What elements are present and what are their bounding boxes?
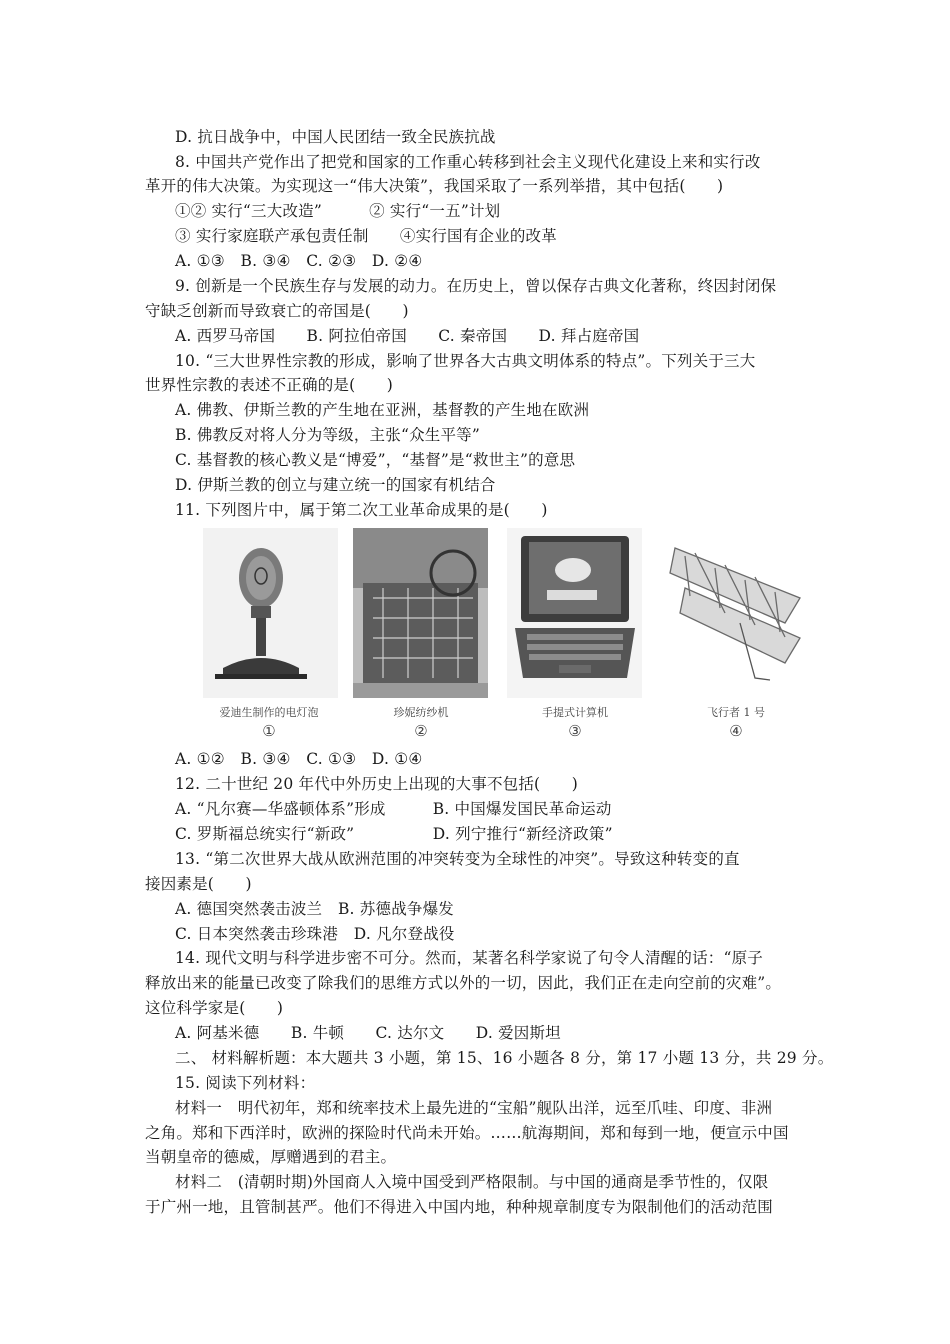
photo-number: ④: [729, 722, 743, 740]
question-10: 10. “三大世界性宗教的形成，影响了世界各大古典文明体系的特点”。下列关于三大: [175, 352, 756, 370]
text-line: 释放出来的能量已改变了除我们的思维方式以外的一切，因此，我们正在走向空前的灾难”。: [145, 974, 782, 992]
answer-options: A. ①② B. ③④ C. ①③ D. ①④: [175, 750, 423, 768]
material-text: 材料二 (清朝时期)外国商人入境中国受到严格限制。与中国的通商是季节性的，仅限: [175, 1173, 769, 1191]
photo-caption: 爱迪生制作的电灯泡: [219, 706, 319, 719]
answer-option: B. 佛教反对将人分为等级，主张“众生平等”: [175, 426, 480, 444]
laptop-icon: [507, 528, 642, 698]
question-14: 14. 现代文明与科学进步密不可分。然而，某著名科学家说了句令人清醒的话：“原子: [175, 949, 764, 967]
question-12: 12. 二十世纪 20 年代中外历史上出现的大事不包括( ): [175, 775, 578, 793]
answer-option: A. 德国突然袭击波兰 B. 苏德战争爆发: [175, 900, 454, 918]
answer-options: A. 西罗马帝国 B. 阿拉伯帝国 C. 秦帝国 D. 拜占庭帝国: [175, 327, 640, 345]
answer-option: D. 伊斯兰教的创立与建立统一的国家有机结合: [175, 476, 496, 494]
question-13: 13. “第二次世界大战从欧洲范围的冲突转变为全球性的冲突”。导致这种转变的直: [175, 850, 740, 868]
photo-laptop: [507, 528, 642, 698]
material-text: 材料一 明代初年，郑和统率技术上最先进的“宝船”舰队出洋，远至爪哇、印度、非洲: [175, 1099, 773, 1117]
spinning-jenny-icon: [353, 528, 488, 698]
answer-option: C. 罗斯福总统实行“新政” D. 列宁推行“新经济政策”: [175, 825, 613, 843]
photo-airplane: [665, 528, 810, 698]
photo-number: ③: [568, 722, 582, 740]
text-line: 革开的伟大决策。为实现这一“伟大决策”，我国采取了一系列举措，其中包括( ): [145, 177, 724, 195]
answer-option: C. 日本突然袭击珍珠港 D. 凡尔登战役: [175, 925, 455, 943]
question-8: 8. 中国共产党作出了把党和国家的工作重心转移到社会主义现代化建设上来和实行改: [175, 153, 761, 171]
answer-option: A. 佛教、伊斯兰教的产生地在亚洲，基督教的产生地在欧洲: [175, 401, 590, 419]
material-text: 之角。郑和下西洋时，欧洲的探险时代尚未开始。……航海期间，郑和每到一地，便宣示中国: [145, 1124, 789, 1142]
text-line: 接因素是( ): [145, 875, 252, 893]
photo-lightbulb: [203, 528, 338, 698]
answer-options: A. 阿基米德 B. 牛顿 C. 达尔文 D. 爱因斯坦: [175, 1024, 561, 1042]
lightbulb-icon: [203, 528, 338, 698]
material-text: 当朝皇帝的德威，厚赠遇到的君主。: [145, 1148, 397, 1166]
section-heading: 二、 材料解析题：本大题共 3 小题，第 15、16 小题各 8 分，第 17 小题 13 分，共 29 分。: [175, 1049, 834, 1067]
photo-number: ②: [414, 722, 428, 740]
text-line: D. 抗日战争中，中国人民团结一致全民族抗战: [175, 128, 496, 146]
photo-strip: [195, 528, 815, 748]
photo-number: ①: [262, 722, 276, 740]
photo-caption: 珍妮纺纱机: [393, 706, 449, 719]
airplane-icon: [665, 528, 810, 698]
answer-option: A. “凡尔赛—华盛顿体系”形成 B. 中国爆发国民革命运动: [175, 800, 612, 818]
text-line: 世界性宗教的表述不正确的是( ): [145, 376, 393, 394]
photo-spinning-jenny: [353, 528, 488, 698]
answer-option: C. 基督教的核心教义是“博爱”，“基督”是“救世主”的意思: [175, 451, 576, 469]
question-15: 15. 阅读下列材料：: [175, 1074, 316, 1092]
text-line: 这位科学家是( ): [145, 999, 284, 1017]
text-line: 守缺乏创新而导致衰亡的帝国是( ): [145, 302, 409, 320]
material-text: 于广州一地，且管制甚严。他们不得进入中国内地，种种规章制度专为限制他们的活动范围: [145, 1198, 774, 1216]
answer-options: A. ①③ B. ③④ C. ②③ D. ②④: [175, 252, 423, 270]
photo-caption: 手提式计算机: [542, 706, 608, 719]
question-11: 11. 下列图片中，属于第二次工业革命成果的是( ): [175, 501, 548, 519]
photo-caption: 飞行者 1 号: [707, 706, 765, 719]
option-line: ①② 实行“三大改造” ② 实行“一五”计划: [175, 202, 501, 220]
question-9: 9. 创新是一个民族生存与发展的动力。在历史上，曾以保存古典文化著称，终因封闭保: [175, 277, 777, 295]
option-line: ③ 实行家庭联产承包责任制 ④实行国有企业的改革: [175, 227, 557, 245]
